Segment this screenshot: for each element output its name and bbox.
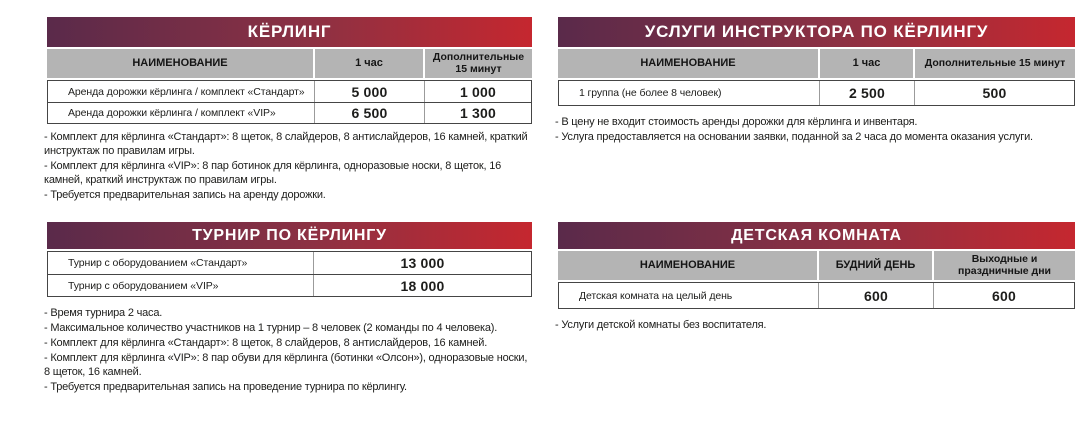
price-weekday: 600 xyxy=(818,283,933,308)
instructor-table-title: УСЛУГИ ИНСТРУКТОРА ПО КЁРЛИНГУ xyxy=(558,17,1075,47)
note-item: - Время турнира 2 часа. xyxy=(44,307,163,319)
column-header-name: НАИМЕНОВАНИЕ xyxy=(558,49,818,78)
row-name: Детская комната на целый день xyxy=(579,289,733,302)
note-item: - Комплект для кёрлинга «VIP»: 8 пар ботинок для кёрлинга, одноразовые носки, 8 щеток, 16 камней, краткий инструктаж по правилам игры. xyxy=(44,160,502,186)
column-header-name: НАИМЕНОВАНИЕ xyxy=(558,251,817,280)
price-1hour: 6 500 xyxy=(314,103,424,123)
tournament-table-body xyxy=(47,251,532,297)
instructor-table-header xyxy=(558,49,1075,78)
note-item: - Услуга предоставляется на основании заявки, поданной за 2 часа до момента оказания услуги. xyxy=(555,131,1033,143)
row-name: Турнир с оборудованием «Стандарт» xyxy=(68,257,248,269)
instructor-section xyxy=(555,17,1075,145)
price-extra15: 1 300 xyxy=(424,103,531,123)
curling-table-body xyxy=(47,80,532,124)
price: 18 000 xyxy=(313,275,531,296)
curling-section xyxy=(44,17,532,203)
row-name: Турнир с оборудованием «VIP» xyxy=(68,279,219,292)
kids-room-notes xyxy=(555,318,1075,332)
note-item: - В цену не входит стоимость аренды дорожки для кёрлинга и инвентаря. xyxy=(555,116,918,128)
note-item: - Комплект для кёрлинга «Стандарт»: 8 щеток, 8 слайдеров, 8 антислайдеров, 16 камней. xyxy=(44,337,488,349)
price-extra15: 1 000 xyxy=(424,81,531,102)
column-header-name: НАИМЕНОВАНИЕ xyxy=(47,49,313,78)
row-name: Аренда дорожки кёрлинга / комплект «Стандарт» xyxy=(68,85,305,98)
note-item: - Требуется предварительная запись на аренду дорожки. xyxy=(44,189,326,201)
price-1hour: 2 500 xyxy=(819,81,914,105)
price-1hour: 5 000 xyxy=(314,81,424,102)
table-row xyxy=(48,252,531,274)
column-header-weekday: БУДНИЙ ДЕНЬ xyxy=(817,251,932,280)
note-item: - Комплект для кёрлинга «Стандарт»: 8 щеток, 8 слайдеров, 8 антислайдеров, 16 камней, краткий инструктаж по правилам игры. xyxy=(44,131,528,157)
row-name: 1 группа (не более 8 человек) xyxy=(579,87,722,99)
tournament-notes xyxy=(44,306,532,394)
table-row xyxy=(48,81,531,102)
instructor-table-body xyxy=(558,80,1075,106)
table-row xyxy=(559,81,1074,105)
kids-room-table-body xyxy=(558,282,1075,309)
note-item: - Комплект для кёрлинга «VIP»: 8 пар обуви для кёрлинга (ботинки «Олсон»), одноразовые носки, 8 щеток, 16 камней. xyxy=(44,352,528,378)
note-item: - Требуется предварительная запись на проведение турнира по кёрлингу. xyxy=(44,381,407,393)
price-extra15: 500 xyxy=(914,81,1074,105)
curling-table-title: КЁРЛИНГ xyxy=(47,17,532,47)
price: 13 000 xyxy=(313,252,531,274)
column-header-1hour: 1 час xyxy=(313,49,423,78)
row-name: Аренда дорожки кёрлинга / комплект «VIP» xyxy=(68,107,276,119)
tournament-section xyxy=(44,222,532,395)
kids-room-table-title: ДЕТСКАЯ КОМНАТА xyxy=(558,222,1075,249)
column-header-weekend: Выходные и праздничные дни xyxy=(932,251,1075,280)
curling-table-header xyxy=(47,49,532,78)
column-header-1hour: 1 час xyxy=(818,49,913,78)
table-row xyxy=(48,102,531,123)
instructor-notes xyxy=(555,115,1075,144)
curling-notes xyxy=(44,130,532,202)
tournament-table-title: ТУРНИР ПО КЁРЛИНГУ xyxy=(47,222,532,249)
table-row xyxy=(48,274,531,296)
kids-room-section xyxy=(555,222,1075,333)
price-weekend: 600 xyxy=(933,283,1074,308)
note-item: - Максимальное количество участников на 1 турнир – 8 человек (2 команды по 4 человека). xyxy=(44,322,498,334)
column-header-extra15: Дополнительные 15 минут xyxy=(423,49,532,78)
table-row xyxy=(559,283,1074,308)
note-item: - Услуги детской комнаты без воспитателя. xyxy=(555,319,767,331)
column-header-extra15: Дополнительные 15 минут xyxy=(913,49,1075,78)
kids-room-table-header xyxy=(558,251,1075,280)
